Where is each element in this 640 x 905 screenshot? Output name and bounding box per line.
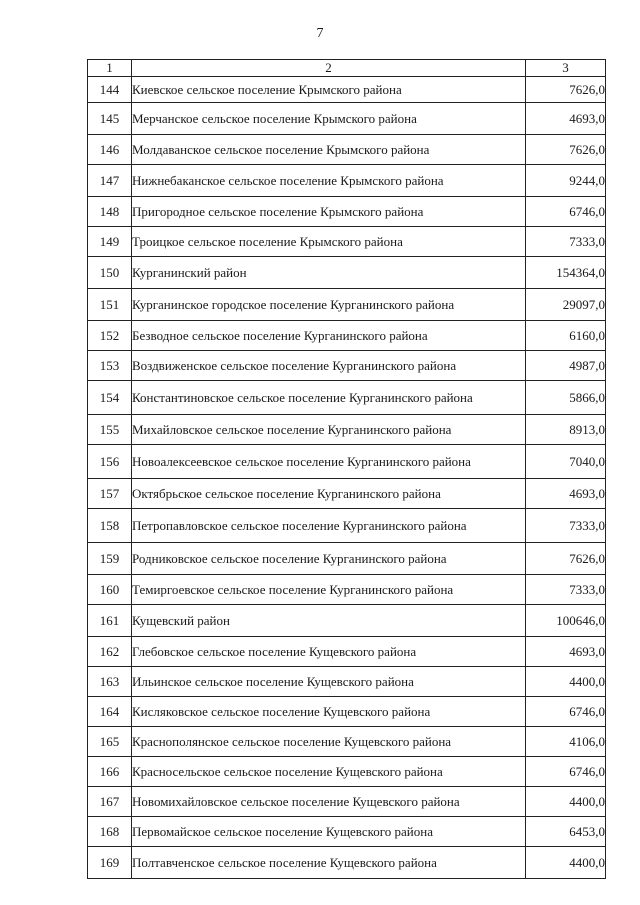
row-value: 7626,0	[526, 77, 606, 103]
row-name: Кисляковское сельское поселение Кущевского района	[132, 697, 526, 727]
row-value: 8913,0	[526, 415, 606, 445]
row-number: 164	[88, 697, 132, 727]
row-value: 4693,0	[526, 479, 606, 509]
row-name: Безводное сельское поселение Курганинского района	[132, 321, 526, 351]
row-name: Петропавловское сельское поселение Курганинского района	[132, 509, 526, 543]
header-col-1: 1	[88, 60, 132, 77]
row-value: 6746,0	[526, 197, 606, 227]
row-value: 5866,0	[526, 381, 606, 415]
row-value: 4400,0	[526, 847, 606, 879]
table-row	[88, 727, 606, 757]
row-value: 4987,0	[526, 351, 606, 381]
header-col-3: 3	[526, 60, 606, 77]
row-value: 6160,0	[526, 321, 606, 351]
row-value: 4400,0	[526, 667, 606, 697]
row-value: 7333,0	[526, 227, 606, 257]
row-value: 4693,0	[526, 103, 606, 135]
row-value: 4400,0	[526, 787, 606, 817]
row-name: Троицкое сельское поселение Крымского района	[132, 227, 526, 257]
row-name: Глебовское сельское поселение Кущевского района	[132, 637, 526, 667]
row-value: 29097,0	[526, 289, 606, 321]
row-number: 167	[88, 787, 132, 817]
table-body	[88, 77, 606, 879]
table-row	[88, 445, 606, 479]
row-name: Нижнебаканское сельское поселение Крымского района	[132, 165, 526, 197]
table-row	[88, 637, 606, 667]
row-name: Михайловское сельское поселение Курганинского района	[132, 415, 526, 445]
table-row	[88, 321, 606, 351]
row-number: 146	[88, 135, 132, 165]
table-row	[88, 257, 606, 289]
row-name: Пригородное сельское поселение Крымского района	[132, 197, 526, 227]
row-name: Краснополянское сельское поселение Кущевского района	[132, 727, 526, 757]
table-header	[88, 60, 606, 77]
row-number: 155	[88, 415, 132, 445]
row-number: 150	[88, 257, 132, 289]
table-row	[88, 351, 606, 381]
row-number: 145	[88, 103, 132, 135]
row-value: 154364,0	[526, 257, 606, 289]
row-number: 163	[88, 667, 132, 697]
row-value: 7333,0	[526, 509, 606, 543]
row-number: 152	[88, 321, 132, 351]
table-row	[88, 415, 606, 445]
row-value: 6453,0	[526, 817, 606, 847]
row-number: 144	[88, 77, 132, 103]
row-number: 153	[88, 351, 132, 381]
row-number: 162	[88, 637, 132, 667]
row-name: Кущевский район	[132, 605, 526, 637]
page-number: 7	[316, 26, 324, 41]
row-number: 148	[88, 197, 132, 227]
row-value: 6746,0	[526, 697, 606, 727]
row-number: 147	[88, 165, 132, 197]
row-name: Мерчанское сельское поселение Крымского района	[132, 103, 526, 135]
row-name: Полтавченское сельское поселение Кущевского района	[132, 847, 526, 879]
row-number: 159	[88, 543, 132, 575]
table-row	[88, 543, 606, 575]
table-row	[88, 77, 606, 103]
row-name: Первомайское сельское поселение Кущевского района	[132, 817, 526, 847]
table-row	[88, 197, 606, 227]
table-row	[88, 605, 606, 637]
table-row	[88, 479, 606, 509]
row-number: 151	[88, 289, 132, 321]
row-number: 161	[88, 605, 132, 637]
table-row	[88, 847, 606, 879]
row-name: Красносельское сельское поселение Кущевского района	[132, 757, 526, 787]
row-value: 9244,0	[526, 165, 606, 197]
row-number: 169	[88, 847, 132, 879]
row-name: Новоалексеевское сельское поселение Курганинского района	[132, 445, 526, 479]
row-name: Новомихайловское сельское поселение Кущевского района	[132, 787, 526, 817]
row-number: 156	[88, 445, 132, 479]
header-col-2: 2	[132, 60, 526, 77]
row-name: Родниковское сельское поселение Курганинского района	[132, 543, 526, 575]
row-name: Киевское сельское поселение Крымского района	[132, 77, 526, 103]
row-value: 7626,0	[526, 543, 606, 575]
row-name: Воздвиженское сельское поселение Курганинского района	[132, 351, 526, 381]
row-number: 154	[88, 381, 132, 415]
table-row	[88, 509, 606, 543]
row-name: Курганинский район	[132, 257, 526, 289]
table-row	[88, 381, 606, 415]
table-row	[88, 817, 606, 847]
row-name: Константиновское сельское поселение Курганинского района	[132, 381, 526, 415]
settlements-table	[87, 59, 606, 879]
row-number: 160	[88, 575, 132, 605]
row-name: Молдаванское сельское поселение Крымского района	[132, 135, 526, 165]
row-value: 6746,0	[526, 757, 606, 787]
row-value: 100646,0	[526, 605, 606, 637]
row-name: Темиргоевское сельское поселение Курганинского района	[132, 575, 526, 605]
table-row	[88, 289, 606, 321]
table-row	[88, 103, 606, 135]
row-value: 7626,0	[526, 135, 606, 165]
row-number: 168	[88, 817, 132, 847]
table-row	[88, 787, 606, 817]
row-value: 4693,0	[526, 637, 606, 667]
row-value: 7040,0	[526, 445, 606, 479]
row-name: Октябрьское сельское поселение Курганинского района	[132, 479, 526, 509]
row-value: 7333,0	[526, 575, 606, 605]
table-row	[88, 165, 606, 197]
row-name: Курганинское городское поселение Курганинского района	[132, 289, 526, 321]
row-number: 158	[88, 509, 132, 543]
table-row	[88, 757, 606, 787]
header-row	[88, 60, 606, 77]
row-value: 4106,0	[526, 727, 606, 757]
row-name: Ильинское сельское поселение Кущевского района	[132, 667, 526, 697]
table-row	[88, 135, 606, 165]
table-row	[88, 667, 606, 697]
row-number: 166	[88, 757, 132, 787]
table-row	[88, 575, 606, 605]
row-number: 157	[88, 479, 132, 509]
table-row	[88, 227, 606, 257]
row-number: 149	[88, 227, 132, 257]
table-row	[88, 697, 606, 727]
row-number: 165	[88, 727, 132, 757]
